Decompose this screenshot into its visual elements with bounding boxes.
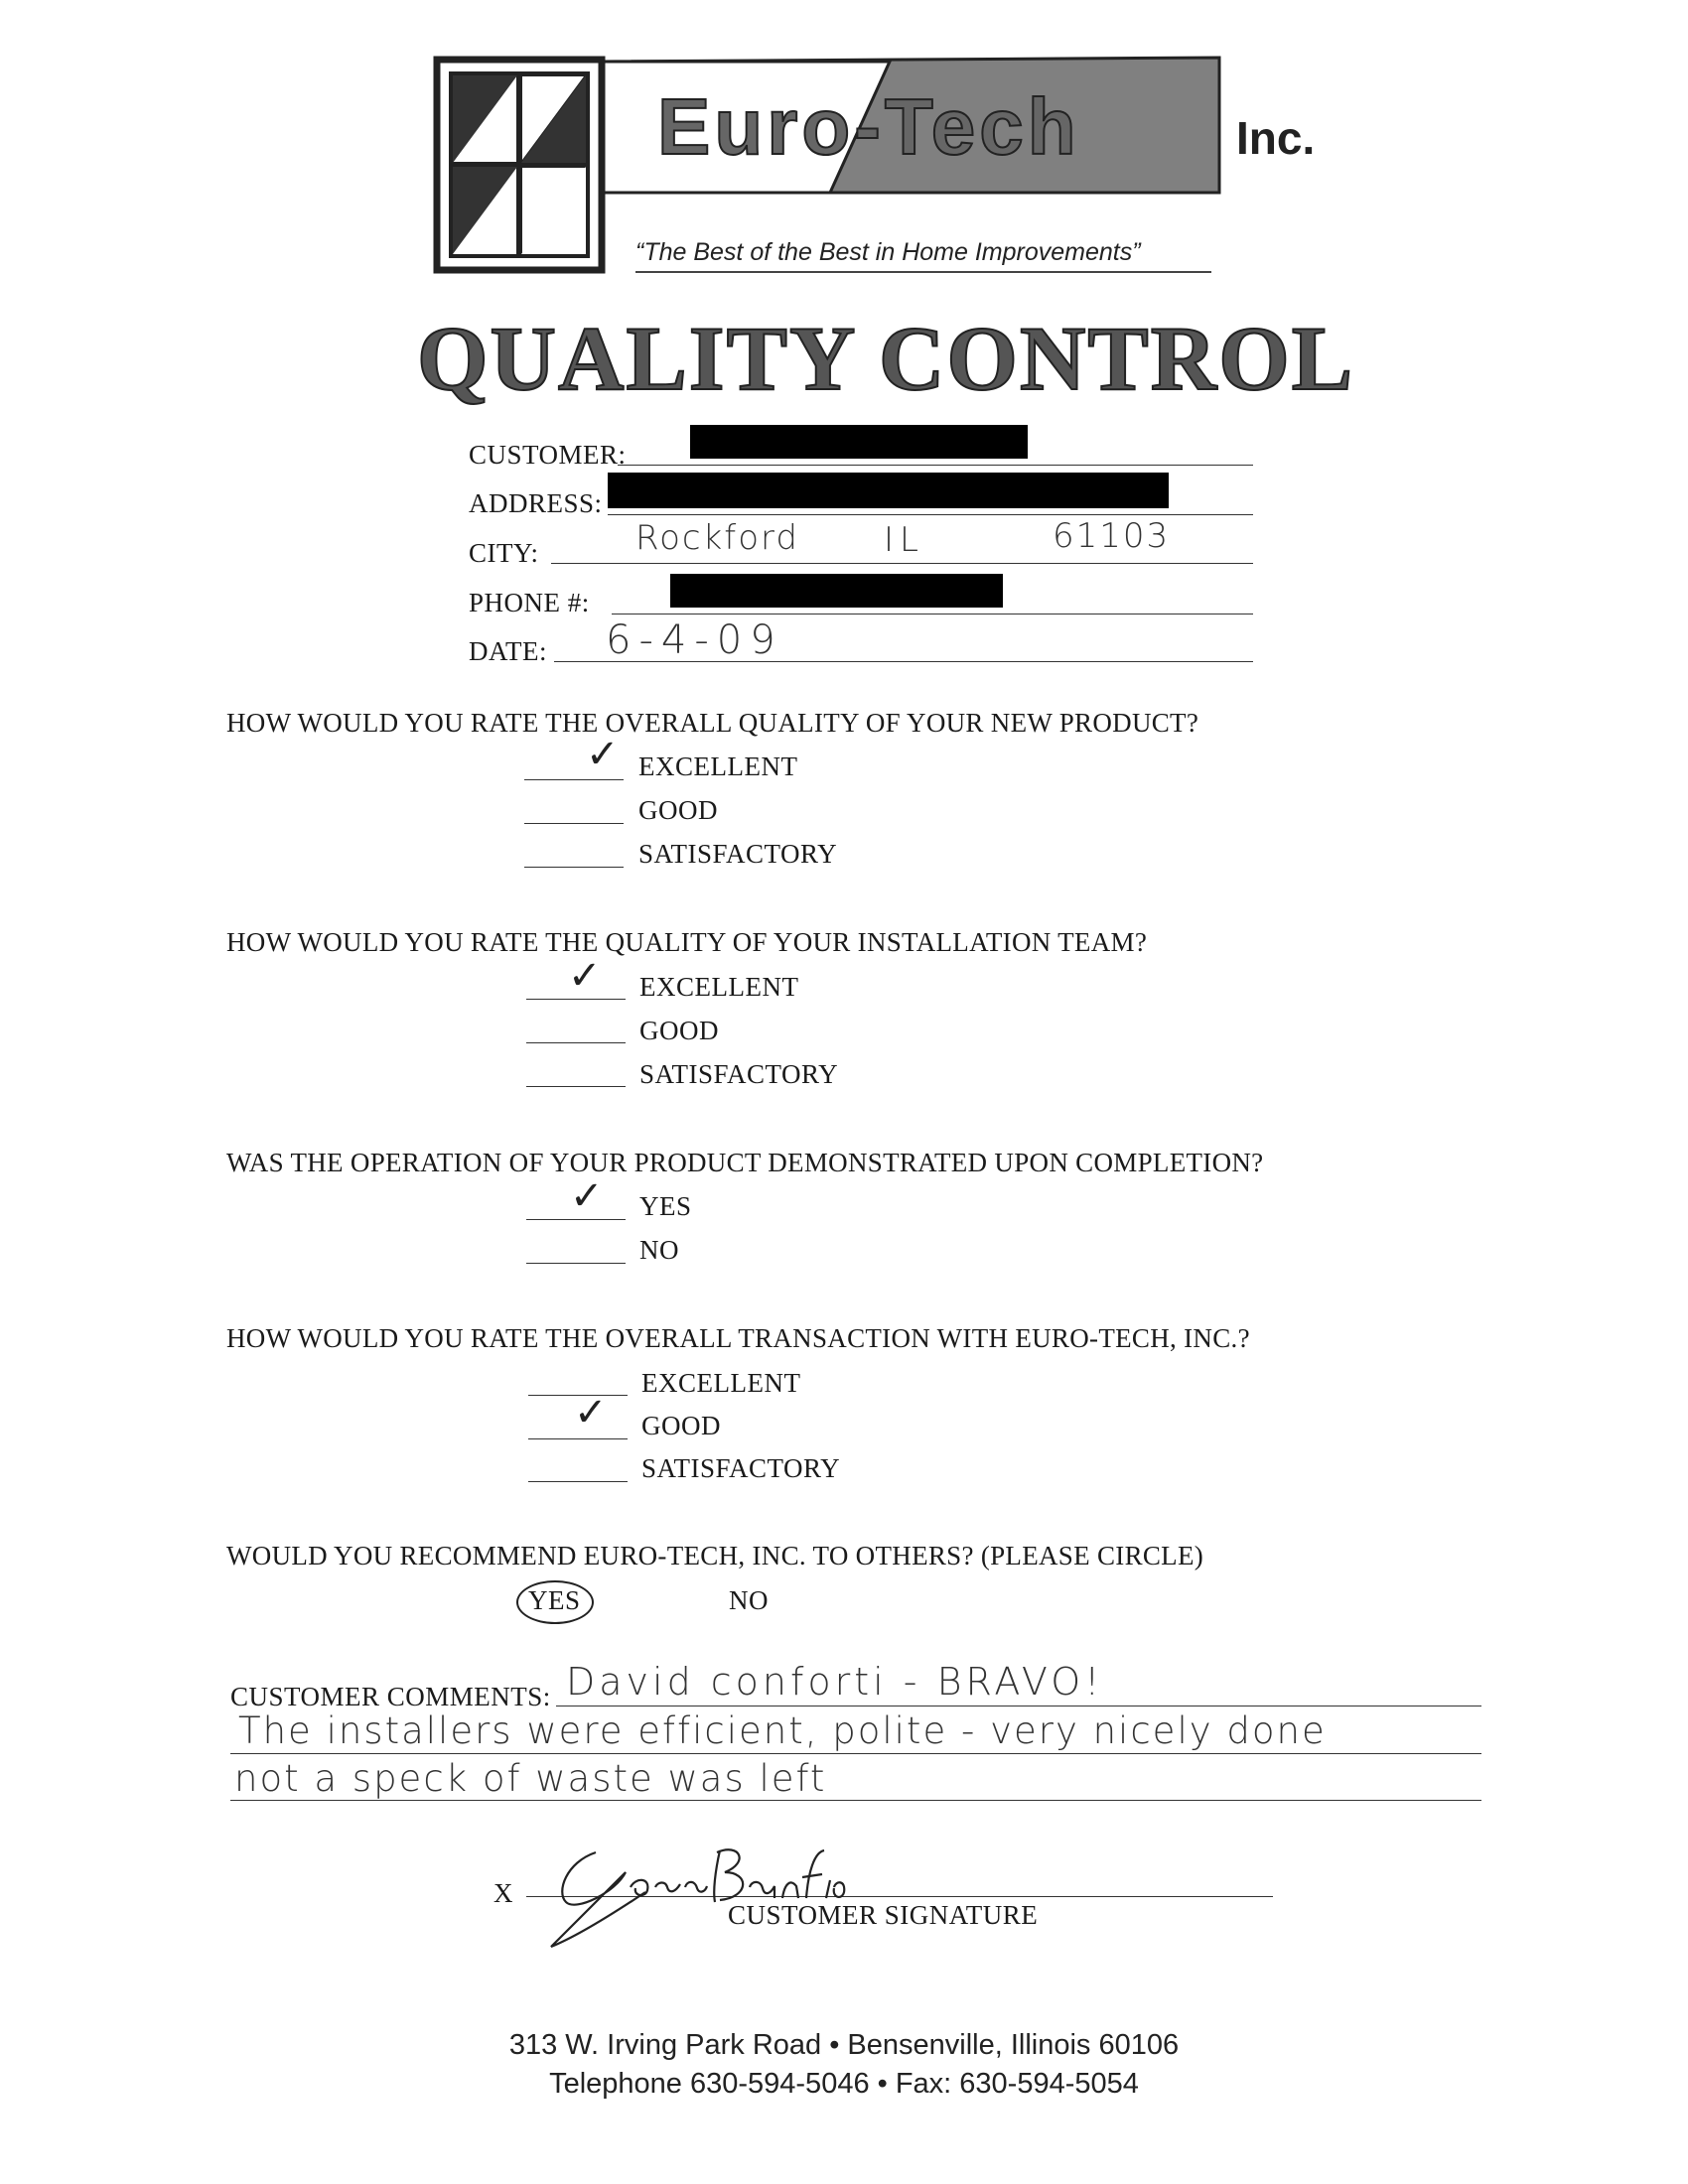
- form-title: QUALITY CONTROL: [417, 308, 1355, 409]
- question-text: HOW WOULD YOU RATE THE OVERALL TRANSACTION WITH EURO-TECH, INC.?: [226, 1323, 1250, 1353]
- question-text: HOW WOULD YOU RATE THE OVERALL QUALITY OF YOUR NEW PRODUCT?: [226, 708, 1199, 738]
- option-label: NO: [639, 1235, 679, 1265]
- checkmark-icon: ✓: [570, 1173, 604, 1219]
- answer-line[interactable]: [524, 823, 624, 824]
- customer-label: CUSTOMER:: [469, 440, 627, 470]
- answer-line[interactable]: [526, 1263, 626, 1264]
- question-text: WAS THE OPERATION OF YOUR PRODUCT DEMONSTRATED UPON COMPLETION?: [226, 1148, 1264, 1177]
- comment-text: not a speck of waste was left: [234, 1757, 827, 1800]
- city-label: CITY:: [469, 538, 539, 568]
- address-line: [608, 514, 1253, 515]
- state-value: IL: [884, 520, 924, 560]
- comment-text: The installers were efficient, polite - very nicely done: [238, 1709, 1327, 1752]
- option-label: EXCELLENT: [639, 972, 799, 1002]
- answer-line[interactable]: [526, 1086, 626, 1087]
- recommend-yes[interactable]: YES: [528, 1585, 581, 1615]
- customer-signature-image: [536, 1833, 933, 1962]
- option-label: SATISFACTORY: [638, 839, 838, 869]
- date-label: DATE:: [469, 636, 547, 666]
- comments-label: CUSTOMER COMMENTS:: [230, 1682, 551, 1711]
- option-label: SATISFACTORY: [641, 1453, 841, 1483]
- company-suffix: Inc.: [1236, 112, 1316, 164]
- address-label: ADDRESS:: [469, 488, 603, 518]
- option-label: YES: [639, 1191, 692, 1221]
- company-tagline: “The Best of the Best in Home Improvements”: [635, 238, 1211, 273]
- comments-line: [230, 1753, 1481, 1754]
- redaction-block: [670, 574, 1003, 608]
- customer-line: [618, 465, 1253, 466]
- comments-line: [230, 1800, 1481, 1801]
- signature-x-mark: X: [493, 1878, 513, 1908]
- signature-label: CUSTOMER SIGNATURE: [728, 1900, 1039, 1930]
- answer-line[interactable]: [528, 1438, 628, 1439]
- option-label: GOOD: [638, 795, 718, 825]
- city-line: [551, 563, 1253, 564]
- redaction-block: [690, 425, 1028, 459]
- answer-line[interactable]: [526, 1219, 626, 1220]
- option-label: EXCELLENT: [638, 751, 798, 781]
- phone-label: PHONE #:: [469, 588, 590, 617]
- date-value: 6-4-09: [606, 617, 783, 663]
- option-label: GOOD: [641, 1411, 721, 1440]
- recommend-no[interactable]: NO: [729, 1585, 769, 1615]
- answer-line[interactable]: [528, 1481, 628, 1482]
- comment-text: David conforti - BRAVO!: [566, 1660, 1104, 1704]
- option-label: GOOD: [639, 1016, 719, 1045]
- answer-line[interactable]: [526, 999, 626, 1000]
- checkmark-icon: ✓: [568, 953, 602, 999]
- recommend-question: WOULD YOU RECOMMEND EURO-TECH, INC. TO OTHERS? (PLEASE CIRCLE): [226, 1541, 1204, 1570]
- redaction-block: [608, 473, 1169, 508]
- answer-line[interactable]: [524, 867, 624, 868]
- company-name: Euro-Tech: [657, 82, 1080, 171]
- checkmark-icon: ✓: [586, 732, 620, 777]
- footer-address: 313 W. Irving Park Road • Bensenville, Illinois 60106: [508, 2029, 1180, 2061]
- checkmark-icon: ✓: [574, 1390, 608, 1435]
- answer-line[interactable]: [526, 1042, 626, 1043]
- answer-line[interactable]: [524, 779, 624, 780]
- question-text: HOW WOULD YOU RATE THE QUALITY OF YOUR INSTALLATION TEAM?: [226, 927, 1148, 957]
- zip-value: 61103: [1053, 516, 1171, 556]
- option-label: EXCELLENT: [641, 1368, 801, 1398]
- footer-contact: Telephone 630-594-5046 • Fax: 630-594-5054: [549, 2068, 1139, 2100]
- city-value: Rockford: [635, 518, 800, 558]
- option-label: SATISFACTORY: [639, 1059, 839, 1089]
